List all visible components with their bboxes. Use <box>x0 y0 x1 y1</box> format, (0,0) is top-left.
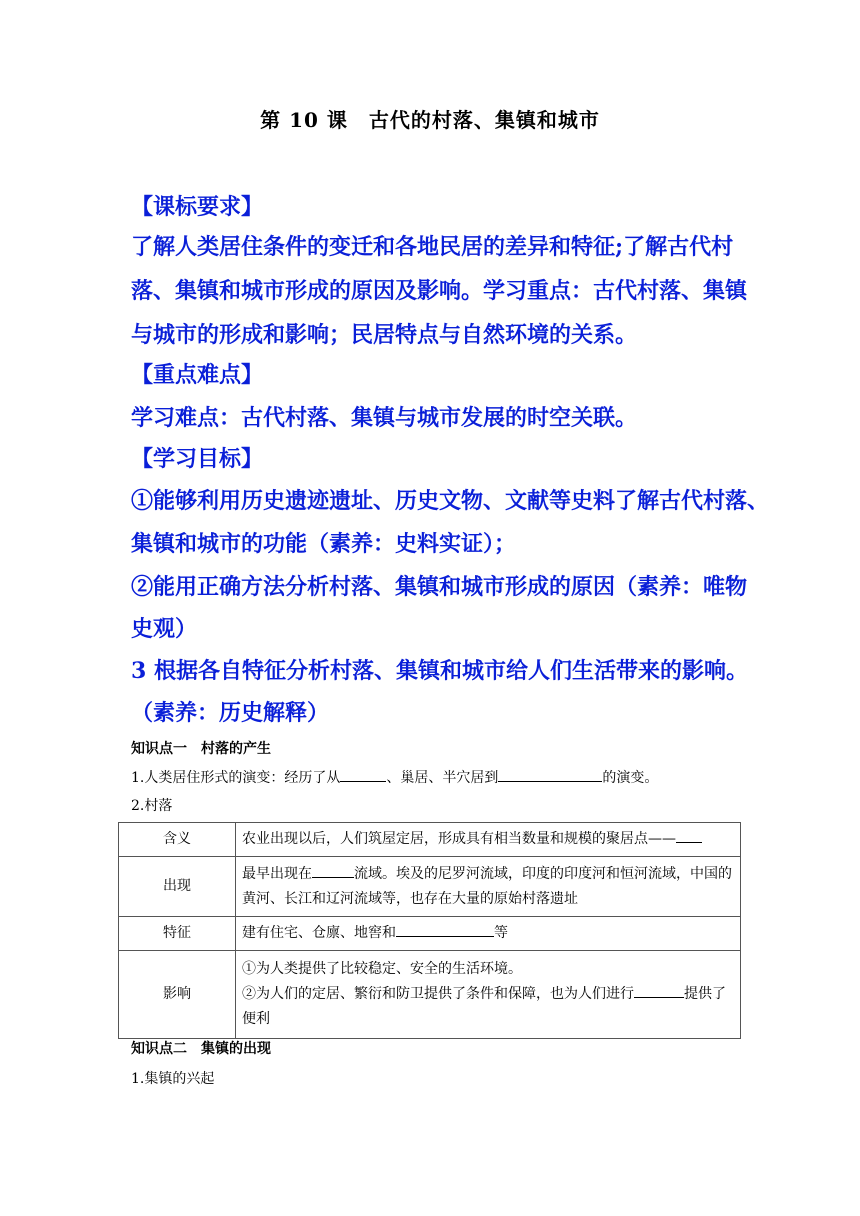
lesson-title: 第 10 课 古代的村落、集镇和城市 <box>260 108 600 132</box>
key-points-line: 学习难点：古代村落、集镇与城市发展的时空关联。 <box>131 405 638 431</box>
fill-blank[interactable] <box>396 921 494 937</box>
goal-line-2: 集镇和城市的功能（素养：史料实证）； <box>131 531 517 557</box>
appearance-text-a: 最早出现在 <box>242 865 312 882</box>
impact-text-a: ②为人们的定居、繁衍和防卫提供了条件和保障，也为人们进行 <box>242 986 634 1002</box>
table-row <box>119 917 741 951</box>
impact-line-2 <box>242 982 734 1032</box>
kp1-item-2: 2.村落 <box>131 798 173 814</box>
goal-line-1: ①能够利用历史遗迹遗址、历史文物、文献等史料了解古代村落、 <box>131 488 770 514</box>
impact-text-b: 提供了便利 <box>242 986 726 1027</box>
curriculum-line-3: 与城市的形成和影响；民居特点与自然环境的关系。 <box>131 322 638 348</box>
row-head-meaning: 含义 <box>119 823 236 857</box>
knowledge-point-1-heading: 知识点一 村落的产生 <box>131 741 271 757</box>
row-cell-meaning <box>236 823 741 857</box>
row-cell-appearance <box>236 857 741 917</box>
kp2-item-1: 1.集镇的兴起 <box>131 1071 215 1087</box>
fill-blank[interactable] <box>498 766 602 782</box>
curriculum-line-2: 落、集镇和城市形成的原因及影响。学习重点：古代村落、集镇 <box>131 278 748 304</box>
kp1-item-1 <box>131 766 658 787</box>
kp1-item-1-part-c: 的演变。 <box>602 770 659 786</box>
feature-text-b: 等 <box>494 925 508 941</box>
row-cell-feature <box>236 917 741 951</box>
goal-line-3: ②能用正确方法分析村落、集镇和城市形成的原因（素养：唯物 <box>131 574 748 600</box>
impact-line-1: ①为人类提供了比较稳定、安全的生活环境。 <box>242 961 522 977</box>
feature-text-a: 建有住宅、仓廪、地窖和 <box>242 925 396 941</box>
goal-line-6: （素养：历史解释） <box>131 700 330 726</box>
meaning-text: 农业出现以后，人们筑屋定居，形成具有相当数量和规模的聚居点—— <box>242 831 676 847</box>
curriculum-heading: 【课标要求】 <box>131 194 264 220</box>
kp1-item-1-part-b: 、巢居、半穴居到 <box>386 770 499 786</box>
curriculum-line-1: 了解人类居住条件的变迁和各地民居的差异和特征;了解古代村 <box>131 234 734 260</box>
table-row <box>119 857 741 917</box>
key-points-heading: 【重点难点】 <box>131 362 264 388</box>
row-head-feature: 特征 <box>119 917 236 951</box>
appearance-text-b: 流域。埃及的尼罗河流域，印度的印度河和恒河流域，中国的黄河、长江和辽河流域等，也存在大量的原始村落遗址 <box>242 865 732 907</box>
kp1-item-1-part-a: 1.人类居住形式的演变：经历了从 <box>131 770 341 786</box>
fill-blank[interactable] <box>312 862 354 878</box>
knowledge-point-2-heading: 知识点二 集镇的出现 <box>131 1041 271 1057</box>
table-row <box>119 951 741 1039</box>
village-table <box>118 822 741 1039</box>
fill-blank[interactable] <box>340 766 386 782</box>
goal-line-4: 史观） <box>131 616 198 642</box>
goal-line-5: 3 根据各自特征分析村落、集镇和城市给人们生活带来的影响。 <box>131 658 748 684</box>
fill-blank[interactable] <box>634 982 684 998</box>
row-cell-impact <box>236 951 741 1039</box>
row-head-impact: 影响 <box>119 951 236 1039</box>
table-row <box>119 823 741 857</box>
goals-heading: 【学习目标】 <box>131 446 264 472</box>
row-head-appearance: 出现 <box>119 857 236 917</box>
fill-blank[interactable] <box>676 827 702 843</box>
